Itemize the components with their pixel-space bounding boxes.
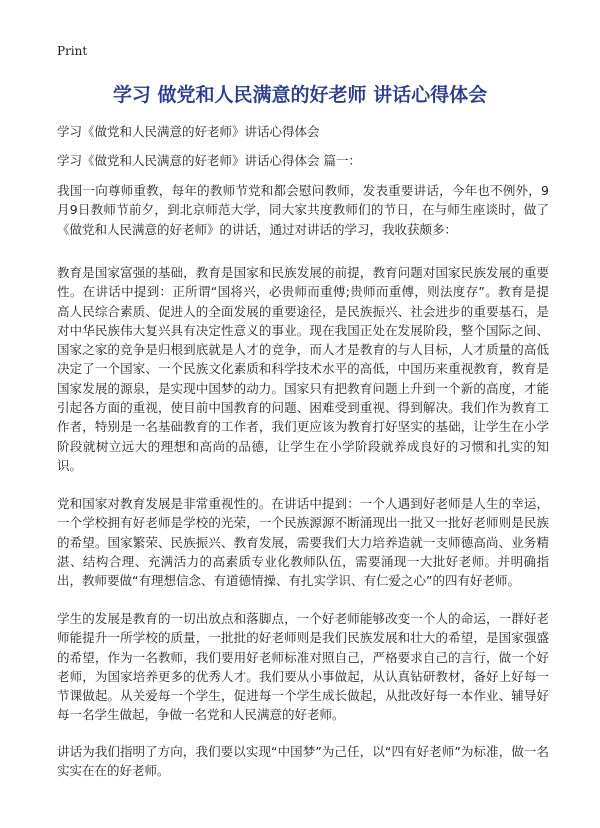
article-subtitle: 学习《做党和人民满意的好老师》讲话心得体会 bbox=[57, 124, 320, 139]
section-heading: 学习《做党和人民满意的好老师》讲话心得体会 篇一： bbox=[57, 153, 361, 168]
paragraph: 我国一向尊师重教，每年的教师节党和都会慰问教师，发表重要讲话，今年也不例外，9月9日教师节前夕，到北京师范大学，同大家共度教师们的节日，在与师生座谈时，做了《做党和人民满意的好老师》的讲话，通过对讲话的学习，我收获颇多： bbox=[57, 183, 549, 237]
paragraph: 讲话为我们指明了方向，我们要以实现“中国梦”为己任，以“四有好老师”为标准，做一名实实在在的好老师。 bbox=[57, 744, 549, 779]
paragraph: 教育是国家富强的基础，教育是国家和民族发展的前提，教育问题对国家民族发展的重要性。在讲话中提到：正所谓“国将兴，必贵师而重傅;贵师而重傅，则法度存”。教育是提高人民综合素质、促进人的全面发展的重要途径，是民族振兴、社会进步的重要基石，是对中华民族伟大复兴具有决定性意义的事业。现在我国正处在发展阶段，整个国际之间、国家之家的竞争是归根到底就是人才的竞争，而人才是教育的与人目标，人才质量的高低决定了一个国家、一个民族文化素质和科学技术水平的高低，中国历来重视教育，教育是国家发展的源泉，是实现中国梦的动力。国家只有把教育问题上升到一个新的高度，才能引起各方面的重视，使目前中国教育的问题、困难受到重视、得到解决。我们作为教育工作者，特别是一名基础教育的工作者，我们更应该为教育打好坚实的基础，让学生在小学阶段就树立远大的理想和高尚的品德，让学生在小学阶段就养成良好的习惯和扎实的知识。 bbox=[57, 265, 549, 473]
paragraph: 学生的发展是教育的一切出放点和落脚点，一个好老师能够改变一个人的命运，一群好老师能提升一所学校的质量，一批批的好老师则是我们民族发展和壮大的希望，是国家强盛的希望，作为一名教师，我们要用好老师标准对照自己，严格要求自己的言行，做一个好老师，为国家培养更多的优秀人才。我们要从小事做起，从认真钻研教材，备好上好每一节课做起。从关爱每一个学生，促进每一个学生成长做起，从批改好每一本作业、辅导好每一名学生做起，争做一名党和人民满意的好老师。 bbox=[57, 611, 549, 723]
page-title: 学习 做党和人民满意的好老师 讲话心得体会 bbox=[112, 84, 488, 106]
print-link[interactable]: Print bbox=[57, 44, 88, 58]
paragraph: 党和国家对教育发展是非常重视性的。在讲话中提到：一个人遇到好老师是人生的幸运，一个学校拥有好老师是学校的光荣，一个民族源源不断涌现出一批又一批好老师则是民族的希望。国家繁荣、民族振兴、教育发展，需要我们大力培养造就一支师德高尚、业务精湛、结构合理、充满活力的高素质专业化教师队伍，需要涌现一大批好老师。并明确指出，教师要做“有理想信念、有道德情操、有扎实学识、有仁爱之心”的四有好老师。 bbox=[57, 496, 549, 589]
